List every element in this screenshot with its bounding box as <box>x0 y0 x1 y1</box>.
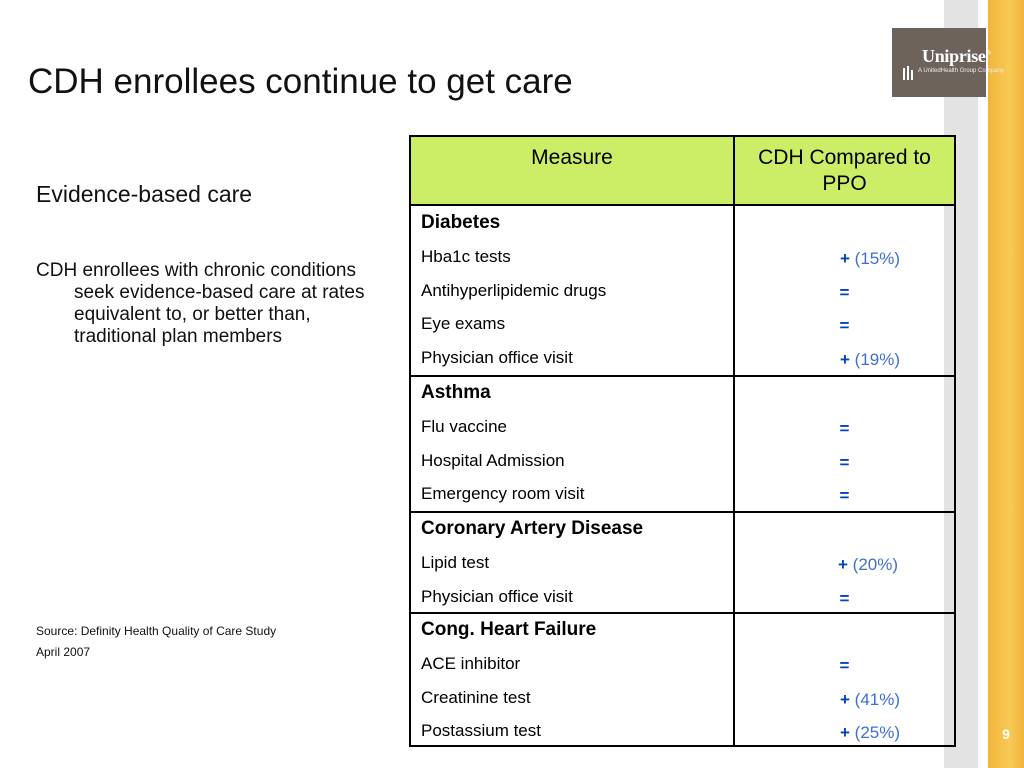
comparison-result <box>735 723 954 743</box>
comparison-result <box>735 419 954 439</box>
comparison-symbol: + <box>840 349 850 369</box>
group-divider <box>411 511 954 513</box>
comparison-symbol: = <box>839 452 850 472</box>
measure-label: Postassium test <box>421 721 541 741</box>
measure-label: Hba1c tests <box>421 247 511 266</box>
comparison-result <box>735 283 954 303</box>
col-header-measure: Measure <box>531 146 613 169</box>
category-label: Asthma <box>421 382 491 403</box>
comparison-symbol: + <box>840 689 850 709</box>
measure-label: Physician office visit <box>421 586 573 606</box>
measure-label: Lipid test <box>421 553 490 572</box>
group-divider <box>411 375 954 377</box>
table-header-row <box>411 137 954 206</box>
comparison-value: (25%) <box>854 723 901 743</box>
subhead: Evidence-based care <box>36 181 253 207</box>
logo-name: Uniprise® <box>922 46 991 66</box>
comparison-symbol: = <box>839 486 850 506</box>
comparison-symbol: = <box>839 656 850 675</box>
comparison-result <box>735 249 954 269</box>
category-label: Cong. Heart Failure <box>421 619 597 640</box>
comparison-symbol: = <box>839 316 850 336</box>
comparison-result <box>735 656 954 676</box>
col-header-cdh: CDH Compared to PPO <box>758 146 931 195</box>
comparison-symbol: = <box>839 588 850 608</box>
comparison-symbol: + <box>838 555 848 574</box>
uniprise-logo <box>892 28 1004 97</box>
measure-label: Emergency room visit <box>421 484 585 504</box>
measure-label: Eye exams <box>421 314 506 334</box>
measure-label: ACE inhibitor <box>421 654 521 673</box>
comparison-value: (20%) <box>852 555 899 574</box>
comparison-result <box>735 555 954 575</box>
group-divider <box>411 612 954 614</box>
measures-table <box>409 135 956 747</box>
comparison-result <box>735 350 954 370</box>
page-number: 9 <box>1002 726 1010 742</box>
body-text: CDH enrollees with chronic conditions seek evidence-based care at rates equivalent to, or better than, traditional plan members <box>36 260 365 347</box>
source-note <box>36 621 276 663</box>
measure-label: Physician office visit <box>421 347 573 367</box>
comparison-symbol: + <box>840 723 850 743</box>
slide-title: CDH enrollees continue to get care <box>28 62 573 101</box>
logo-tagline: A UnitedHealth Group Company <box>918 68 1004 74</box>
comparison-result <box>735 316 954 336</box>
comparison-value: (41%) <box>854 689 901 709</box>
column-divider <box>733 137 735 745</box>
decor-bar-gold <box>988 0 1024 768</box>
comparison-value: (19%) <box>854 349 901 369</box>
source-date: April 2007 <box>36 645 91 659</box>
comparison-result <box>735 589 954 609</box>
comparison-symbol: = <box>839 282 850 302</box>
category-label: Coronary Artery Disease <box>421 518 644 539</box>
comparison-result <box>735 690 954 710</box>
measure-label: Creatinine test <box>421 687 531 707</box>
comparison-symbol: = <box>839 419 850 438</box>
comparison-result <box>735 453 954 473</box>
comparison-symbol: + <box>840 249 850 268</box>
measure-label: Flu vaccine <box>421 417 507 436</box>
measure-label: Hospital Admission <box>421 450 565 470</box>
measure-label: Antihyperlipidemic drugs <box>421 280 607 300</box>
source-line: Source: Definity Health Quality of Care Study <box>36 624 277 638</box>
decor-bar-white <box>978 0 988 768</box>
comparison-value: (15%) <box>854 249 901 268</box>
logo-mark-icon <box>902 65 914 81</box>
comparison-result <box>735 486 954 506</box>
category-label: Diabetes <box>421 212 501 233</box>
